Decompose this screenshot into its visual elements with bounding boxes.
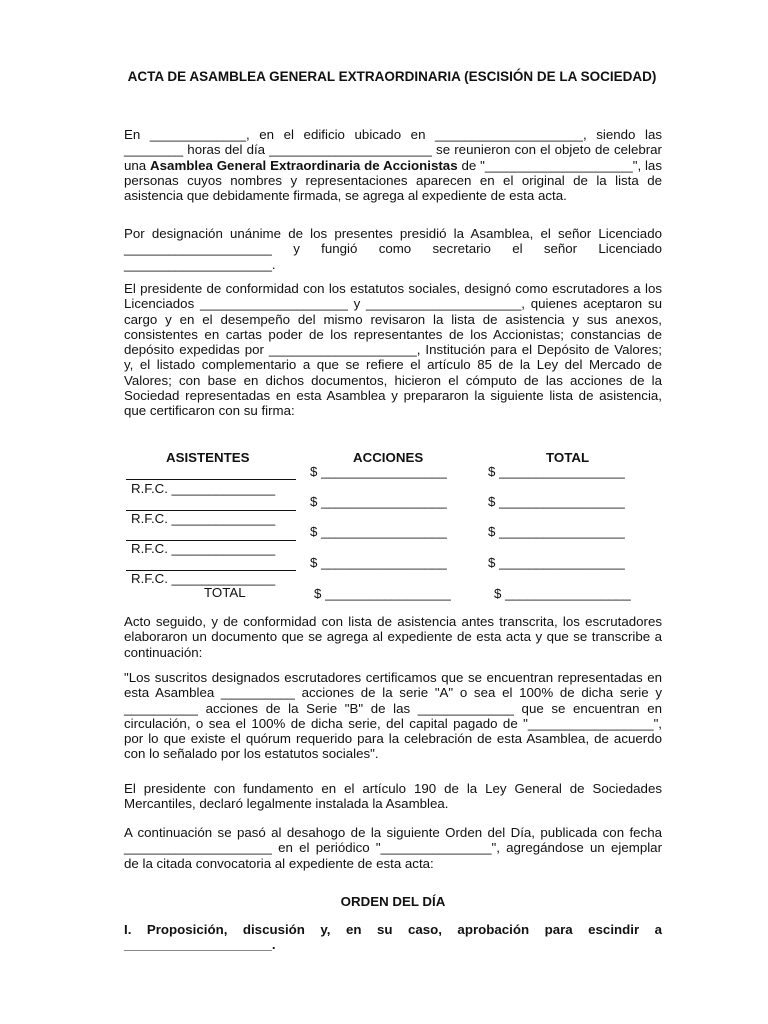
row-total-amount: $ _________________ [488, 494, 625, 509]
column-header-total: TOTAL [546, 450, 590, 465]
assembly-type-bold: Asamblea General Extraordinaria de Accionistas [150, 157, 458, 173]
rfc-field: R.F.C. ______________ [131, 541, 276, 556]
agenda-item-1: I. Proposición, discusión y, en su caso, aprobación para escindir a ____________________. [124, 922, 662, 953]
paragraph-agenda-intro: A continuación se pasó al desahogo de la siguiente Orden del Día, publicada con fecha ____________________ en el periódico "_______________", agregándose un ejemplar de la citada convocatoria al expediente de esta acta: [124, 825, 662, 871]
paragraph-installation: El presidente con fundamento en el artículo 190 de la Ley General de Sociedades Mercantiles, declaró legalmente instalada la Asamblea. [124, 781, 662, 812]
table-total-amount: $ _________________ [494, 586, 631, 601]
row-acciones-amount: $ _________________ [310, 524, 447, 539]
paragraph-transcription-intro: Acto seguido, y de conformidad con lista de asistencia antes transcrita, los escrutadores elaboraron un documento que se agrega al expediente de esta acta y que se transcribe a continuación: [124, 614, 662, 660]
row-total-amount: $ _________________ [488, 464, 625, 479]
agenda-heading: ORDEN DEL DÍA [340, 894, 446, 909]
row-acciones-amount: $ _________________ [310, 494, 447, 509]
rfc-field: R.F.C. ______________ [131, 571, 276, 586]
paragraph-certification-quote: "Los suscritos designados escrutadores certificamos que se encuentran representadas en esta Asamblea __________ acciones de la serie "A" o sea el 100% de dicha serie y __________ acciones de la Serie "B" de las _____________ que se encuentran en circulación, o sea el 100% de dicha serie, del capital pagado de "_________________", por lo que existe el quórum requerido para la celebración de esta Asamblea, de acuerdo con lo señalado por los estatutos sociales". [124, 670, 662, 762]
document-title: ACTA DE ASAMBLEA GENERAL EXTRAORDINARIA (ESCISIÓN DE LA SOCIEDAD) [127, 69, 657, 84]
row-acciones-amount: $ _________________ [310, 464, 447, 479]
opening-text-end: de "____________________", las personas cuyos nombres y representaciones aparecen en el original de la lista de asistencia que debidamente firmada, se agrega al expediente de esta acta. [124, 157, 662, 204]
paragraph-opening [124, 127, 662, 203]
table-total-label: TOTAL [204, 585, 246, 600]
rfc-field: R.F.C. ______________ [131, 481, 276, 496]
rfc-field: R.F.C. ______________ [131, 511, 276, 526]
row-total-amount: $ _________________ [488, 555, 625, 570]
attendee-signature-line [126, 479, 296, 480]
table-total-acciones: $ _________________ [314, 586, 451, 601]
column-header-acciones: ACCIONES [353, 450, 424, 465]
paragraph-designation: Por designación unánime de los presentes presidió la Asamblea, el señor Licenciado ____________________ y fungió como secretario el señor Licenciado ____________________. [124, 226, 662, 272]
column-header-asistentes: ASISTENTES [166, 450, 250, 465]
row-total-amount: $ _________________ [488, 524, 625, 539]
paragraph-scrutineers: El presidente de conformidad con los estatutos sociales, designó como escrutadores a los Licenciados ____________________ y _____________________, quienes aceptaron su cargo y en el desempeño del mismo revisaron la lista de asistencia y sus anexos, consistentes en cartas poder de los representantes de los Accionistas; constancias de depósito expedidas por ____________________, Institución para el Depósito de Valores; y, el listado complementario a que se refiere el artículo 85 de la Ley del Mercado de Valores; con base en dichos documentos, hicieron el cómputo de las acciones de la Sociedad representadas en esta Asamblea y prepararon la siguiente lista de asistencia, que certificaron con su firma: [124, 281, 662, 419]
row-acciones-amount: $ _________________ [310, 555, 447, 570]
opening-text-start: En _____________, en el edificio ubicado en ____________________, siendo las ________ horas del día ______________________ se reunieron con el objeto de celebrar una [124, 127, 662, 173]
